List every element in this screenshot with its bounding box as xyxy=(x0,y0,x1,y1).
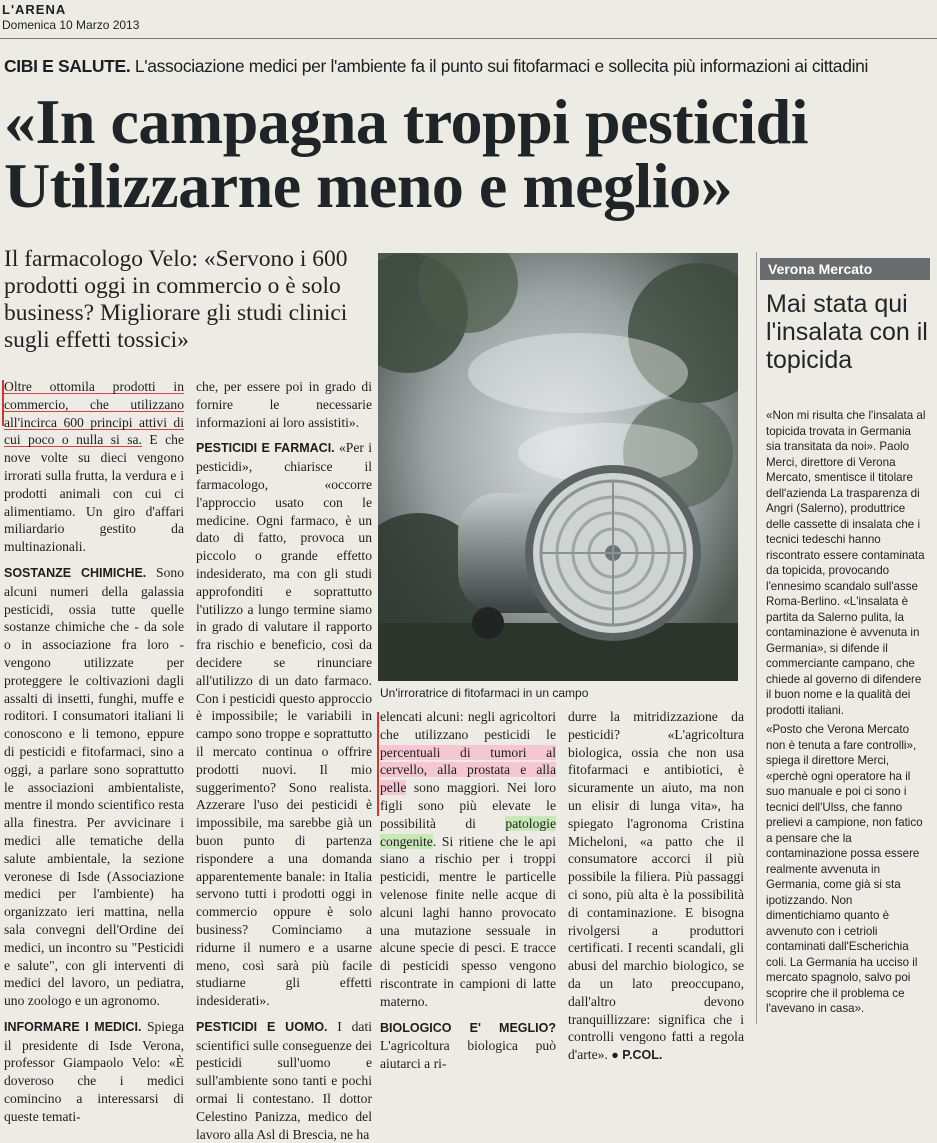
paragraph-text: «Per i pesticidi», chiarisce il farmacologo, «occorre l'approccio usato con le medicine. Ogni farmaco, è un dato di fatto, provoca un piccolo o grande effetto indesiderato, ma con gli studi approfonditi e soprattutto l'utilizzo a lungo termine siamo in grado di valutare il rapporto fra rischio e beneficio, così da decidere se rinunciare all'utilizzo di un dato farmaco. Con i pesticidi questo approccio è impossibile; le variabili in campo sono troppe e soprattutto il mercato continua o offrire prodotti nuovi. Il mio suggerimento? Sono realista. Azzerare l'uso dei pesticidi è impossibile, ma sarebbe già un buon punto di partenza rispondere a una domanda apparentemente banale: in Italia servono tutti i prodotti oggi in commercio oppure è solo business? Cominciamo a ridurne il numero e a usarne meno, così sarà più facile studiarne gli effetti indesiderati». xyxy=(196,440,372,1009)
paragraph-text: I dati scientifici sulle conseguenze dei pesticidi sull'uomo e sull'ambiente sono tanti e pochi ormai li contestano. Il dottor Celestino Panizza, medico del lavoro alla Asl di Brescia, ne ha xyxy=(196,1018,372,1142)
paragraph xyxy=(196,1018,372,1143)
paragraph xyxy=(568,708,744,1065)
photo-caption: Un'irroratrice di fitofarmaci in un campo xyxy=(380,686,589,700)
paragraph: «Posto che Verona Mercato non è tenuta a fare controlli», spiega il direttore Merci, «perchè ogni operatore ha il suo manuale e poi ci sono i tecnici dell'Ulss, che fanno prelievi a campione, non fatico a pensare che la contaminazione possa essere realmente avvenuta in Germania, come già si sta ipotizzando. Non dimentichiamo quanto è avvenuto con i cetrioli contaminati dall'Escherichia coli. La Germania ha ucciso il mercato spagnolo, salvo poi scoprire che il problema ce l'avevano in casa». xyxy=(766,723,923,1015)
paragraph xyxy=(380,1019,556,1073)
article-column-3 xyxy=(380,708,556,1073)
headline xyxy=(4,86,932,221)
paragraph-text: elencati alcuni: negli agricoltori che utilizzano pesticidi le xyxy=(380,709,556,742)
highlighted-text: percentuali di tumori al cervello, alla prostata e alla pelle xyxy=(380,744,556,796)
red-margin-mark xyxy=(377,712,379,816)
paragraph xyxy=(4,378,184,556)
paragraph-text: durre la mitridizzazione da pesticidi? «L'agricoltura biologica, ossia che non usa fitofarmaci e antibiotici, è sicuramente un aiuto, ma non un elisir di lunga vita», ha spiegato l'agronoma Cristina Micheloni, «a patto che il consumatore accorci il più possibile la filiera. Più passaggi ci sono, più alta è la possibilità di contaminazione. E bisogna rivolgersi a produttori certificati. I recenti scandali, gli abusi del marchio biologico, se da un lato preoccupano, dall'altro devono tranquillizzare: significa che i controlli vengono fatti a regola d'arte». xyxy=(568,709,744,1063)
sprayer-photo-illustration xyxy=(378,253,738,681)
paragraph-text: L'agricoltura biologica può aiutarci a ri- xyxy=(380,1038,556,1072)
author-signature: ● P.COL. xyxy=(611,1048,663,1063)
sprayer-photo xyxy=(378,253,738,681)
article-column-1 xyxy=(4,378,184,1126)
headline-line-1: «In campagna troppi pesticidi xyxy=(4,86,808,157)
paragraph xyxy=(4,1018,184,1126)
paragraph-lead: SOSTANZE CHIMICHE. xyxy=(4,565,147,580)
section-label: CIBI E SALUTE. xyxy=(4,56,131,76)
red-margin-mark xyxy=(2,380,4,426)
paragraph xyxy=(196,439,372,1010)
paragraph: che, per essere poi in grado di fornire le necessarie informazioni ai loro assistiti». xyxy=(196,379,372,430)
paragraph-lead: PESTICIDI E FARMACI. xyxy=(196,441,335,456)
paragraph-text: Sono alcuni numeri della galassia pesticidi, ossia tutte quelle sostanze chimiche che - da sole o in associazione fra loro - vengono utilizzate per proteggere le coltivazioni dagli assalti di insetti, funghi, muffe e roditori. I consumatori italiani li conoscono e li temono, eppure di pesticidi e fitofarmaci, sino a oggi, a parlare sono soprattutto le associazioni ambientaliste, mentre il mondo scientifico resta alla finestra. Per avvicinare i medici alle tematiche della salute ambientale, la sezione veronese di Isde (Associazione medici per l'ambiente) ha organizzato ieri mattina, nella sala convegni dell'Ordine dei medici, un incontro su "Pesticidi e salute", con gli interventi di medici del lavoro, un pediatra, uno zoologo e un agronomo. xyxy=(4,564,184,1009)
paragraph-text: sono maggiori. Nei loro figli sono più elevate le possibilità di xyxy=(380,780,556,831)
paragraph xyxy=(380,708,556,1011)
headline-line-2: Utilizzarne meno e meglio» xyxy=(4,150,733,221)
paragraph-lead: PESTICIDI E UOMO. xyxy=(196,1019,328,1034)
paragraph-text: Spiega il presidente di Isde Verona, professor Giampaolo Velo: «È doveroso che i medici comincino a interessarsi di queste temati- xyxy=(4,1018,184,1124)
underlined-text: Oltre ottomila prodotti in commercio, che utilizzano all'incirca 600 principi attivi di cui poco o nulla si sa. xyxy=(4,379,184,448)
article-column-4 xyxy=(568,708,744,1065)
newspaper-name: L'ARENA xyxy=(2,2,67,17)
issue-date: Domenica 10 Marzo 2013 xyxy=(2,18,140,32)
paragraph-lead: INFORMARE I MEDICI. xyxy=(4,1019,142,1034)
paragraph-text: . Si ritiene che le api siano a rischio per i troppi pesticidi, mentre le particelle velenose finite nelle acque di alcuni laghi hanno provocato una mutazione sessuale in alcune specie di pesci. E tracce di pesticidi spesso vengono riscontrate in campioni di latte materno. xyxy=(380,833,556,1009)
article-column-2 xyxy=(196,378,372,1143)
sidebar-tag: Verona Mercato xyxy=(760,258,930,280)
paragraph xyxy=(4,564,184,1010)
paragraph: «Non mi risulta che l'insalata al topicida trovata in Germania sia transitata da noi». Paolo Merci, direttore di Verona Mercato, smentisce il titolare dell'azienda La trasparenza di Angri (Salerno), produttrice delle cassette di insalata che i tecnici tedeschi hanno riscontrato essere contaminata da topicida, provocando l'ennesimo scandalo sull'asse Roma-Berlino. «L'insalata è partita da Salerno pulita, la contaminazione è avvenuta in Germania», si difende il commerciante campano, che chiede al governo di difendere il buon nome e la qualità dei prodotti italiani. xyxy=(766,409,926,717)
kicker-line xyxy=(4,56,934,77)
sidebar-body xyxy=(766,408,926,1017)
kicker-text: L'associazione medici per l'ambiente fa il punto sui fitofarmaci e sollecita più informazioni ai cittadini xyxy=(134,56,869,76)
subheadline: Il farmacologo Velo: «Servono i 600 prodotti oggi in commercio o è solo business? Migliorare gli studi clinici sugli effetti tossici» xyxy=(4,246,348,353)
sidebar-title: Mai stata qui l'insalata con il topicida xyxy=(766,290,928,374)
paragraph-text: E che nove volte su dieci vengono irrorati sulla frutta, la verdura e i prodotti animali con cui ci alimentiamo. Un giro d'affari miliardario gestito da multinazionali. xyxy=(4,432,185,555)
paragraph-lead: BIOLOGICO E' MEGLIO? xyxy=(380,1020,556,1035)
highlighted-text: patologie congenite xyxy=(380,815,556,849)
masthead-divider xyxy=(0,38,937,39)
